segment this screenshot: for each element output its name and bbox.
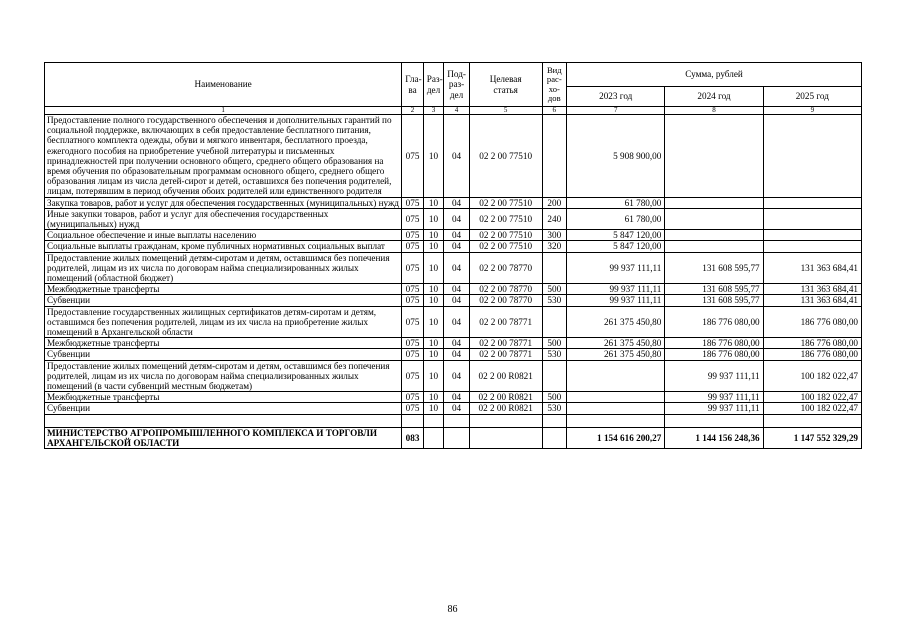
row-sum-2024 bbox=[665, 230, 763, 241]
row-chapter: 075 bbox=[402, 252, 423, 284]
row-sum-2024: 99 937 111,11 bbox=[665, 403, 763, 414]
row-target-article: 02 2 00 77510 bbox=[469, 241, 542, 252]
row-target-article: 02 2 00 78771 bbox=[469, 306, 542, 338]
row-target-article: 02 2 00 78770 bbox=[469, 295, 542, 306]
row-sum-2024: 99 937 111,11 bbox=[665, 360, 763, 392]
table-row bbox=[45, 338, 862, 349]
row-name: Предоставление жилых помещений детям-сиротам и детям, оставшимся без попечения родителей, лицам из их числа по договорам найма специализированных жилых помещений (областной бюджет) bbox=[45, 252, 402, 284]
row-expense-type: 200 bbox=[542, 197, 567, 208]
row-sum-2023: 5 847 120,00 bbox=[567, 230, 665, 241]
total-chapter: 083 bbox=[402, 427, 423, 448]
total-empty-cell bbox=[469, 427, 542, 448]
row-chapter: 075 bbox=[402, 197, 423, 208]
header-target: Целевая статья bbox=[469, 63, 542, 107]
row-expense-type: 240 bbox=[542, 208, 567, 229]
table-row bbox=[45, 306, 862, 338]
row-sum-2025: 100 182 022,47 bbox=[763, 403, 861, 414]
budget-table bbox=[44, 62, 862, 449]
blank-cell bbox=[469, 414, 542, 427]
total-sum-2024: 1 144 156 248,36 bbox=[665, 427, 763, 448]
row-subsection: 04 bbox=[444, 252, 470, 284]
row-sum-2025: 131 363 684,41 bbox=[763, 284, 861, 295]
row-sum-2025: 131 363 684,41 bbox=[763, 252, 861, 284]
table-row bbox=[45, 349, 862, 360]
row-section: 10 bbox=[423, 115, 443, 198]
header-year-2023: 2023 год bbox=[567, 87, 665, 107]
blank-cell bbox=[423, 414, 443, 427]
row-section: 10 bbox=[423, 392, 443, 403]
row-subsection: 04 bbox=[444, 208, 470, 229]
row-section: 10 bbox=[423, 230, 443, 241]
row-chapter: 075 bbox=[402, 208, 423, 229]
column-number: 8 bbox=[665, 107, 763, 115]
row-sum-2023: 61 780,00 bbox=[567, 208, 665, 229]
row-expense-type bbox=[542, 252, 567, 284]
row-sum-2024: 131 608 595,77 bbox=[665, 295, 763, 306]
row-name: Межбюджетные трансферты bbox=[45, 284, 402, 295]
row-section: 10 bbox=[423, 284, 443, 295]
column-numbers-row bbox=[45, 107, 862, 115]
row-section: 10 bbox=[423, 403, 443, 414]
row-name: Иные закупки товаров, работ и услуг для обеспечения государственных (муниципальных) нужд bbox=[45, 208, 402, 229]
table-row bbox=[45, 392, 862, 403]
row-target-article: 02 2 00 R0821 bbox=[469, 360, 542, 392]
table-row bbox=[45, 230, 862, 241]
row-section: 10 bbox=[423, 252, 443, 284]
row-section: 10 bbox=[423, 197, 443, 208]
row-name: Субвенции bbox=[45, 349, 402, 360]
row-target-article: 02 2 00 77510 bbox=[469, 230, 542, 241]
row-target-article: 02 2 00 78770 bbox=[469, 284, 542, 295]
row-name: Социальные выплаты гражданам, кроме публичных нормативных социальных выплат bbox=[45, 241, 402, 252]
header-name: Наименование bbox=[45, 63, 402, 107]
row-expense-type: 300 bbox=[542, 230, 567, 241]
row-section: 10 bbox=[423, 295, 443, 306]
row-name: Закупка товаров, работ и услуг для обеспечения государственных (муниципальных) нужд bbox=[45, 197, 402, 208]
row-sum-2025 bbox=[763, 230, 861, 241]
row-sum-2023: 99 937 111,11 bbox=[567, 284, 665, 295]
row-chapter: 075 bbox=[402, 392, 423, 403]
blank-cell bbox=[444, 414, 470, 427]
blank-cell bbox=[542, 414, 567, 427]
row-sum-2025: 131 363 684,41 bbox=[763, 295, 861, 306]
row-sum-2025: 100 182 022,47 bbox=[763, 392, 861, 403]
total-empty-cell bbox=[423, 427, 443, 448]
row-sum-2023 bbox=[567, 360, 665, 392]
row-expense-type: 500 bbox=[542, 284, 567, 295]
row-sum-2023: 261 375 450,80 bbox=[567, 306, 665, 338]
row-expense-type bbox=[542, 360, 567, 392]
row-expense-type: 500 bbox=[542, 392, 567, 403]
table-row bbox=[45, 403, 862, 414]
row-subsection: 04 bbox=[444, 115, 470, 198]
row-expense-type: 530 bbox=[542, 295, 567, 306]
table-row bbox=[45, 284, 862, 295]
row-sum-2025: 186 776 080,00 bbox=[763, 349, 861, 360]
table-row bbox=[45, 208, 862, 229]
header-year-2024: 2024 год bbox=[665, 87, 763, 107]
row-sum-2024: 186 776 080,00 bbox=[665, 349, 763, 360]
row-sum-2025 bbox=[763, 208, 861, 229]
row-name: Субвенции bbox=[45, 403, 402, 414]
row-subsection: 04 bbox=[444, 306, 470, 338]
row-sum-2024: 186 776 080,00 bbox=[665, 306, 763, 338]
row-chapter: 075 bbox=[402, 306, 423, 338]
blank-cell bbox=[567, 414, 665, 427]
table-row bbox=[45, 115, 862, 198]
row-target-article: 02 2 00 R0821 bbox=[469, 403, 542, 414]
table-body bbox=[45, 63, 862, 449]
row-target-article: 02 2 00 78771 bbox=[469, 338, 542, 349]
row-subsection: 04 bbox=[444, 284, 470, 295]
header-year-2025: 2025 год bbox=[763, 87, 861, 107]
table-row bbox=[45, 252, 862, 284]
row-sum-2024 bbox=[665, 197, 763, 208]
total-row bbox=[45, 427, 862, 448]
row-expense-type: 320 bbox=[542, 241, 567, 252]
row-target-article: 02 2 00 78771 bbox=[469, 349, 542, 360]
column-number: 5 bbox=[469, 107, 542, 115]
column-number: 3 bbox=[423, 107, 443, 115]
row-section: 10 bbox=[423, 349, 443, 360]
page-number: 86 bbox=[447, 604, 458, 615]
header-section: Раз- дел bbox=[423, 63, 443, 107]
row-section: 10 bbox=[423, 241, 443, 252]
row-name: Предоставление полного государственного обеспечения и дополнительных гарантий по социальной поддержке, включающих в себя предоставление бесплатного питания, бесплатного комплекта одежды, обуви и мягкого инвентаря, бесплатного проезда, ежегодного пособия на приобретение учебной литературы и письменных принадлежностей при получении основного общего, среднего общего образования на время обучения по образовательным программам основного общего, среднего общего образования лицам из числа детей-сирот и детей, оставшихся без попечения родителей, лицам, потерявшим в период обучения обоих родителей или единственного родителя bbox=[45, 115, 402, 198]
column-number: 7 bbox=[567, 107, 665, 115]
column-number: 1 bbox=[45, 107, 402, 115]
row-subsection: 04 bbox=[444, 295, 470, 306]
row-sum-2023: 5 847 120,00 bbox=[567, 241, 665, 252]
row-section: 10 bbox=[423, 306, 443, 338]
column-number: 2 bbox=[402, 107, 423, 115]
row-expense-type: 530 bbox=[542, 349, 567, 360]
row-sum-2024 bbox=[665, 115, 763, 198]
blank-cell bbox=[45, 414, 402, 427]
header-subsection: Под- раз- дел bbox=[444, 63, 470, 107]
total-sum-2025: 1 147 552 329,29 bbox=[763, 427, 861, 448]
row-name: Предоставление жилых помещений детям-сиротам и детям, оставшимся без попечения родителей, лицам из их числа по договорам найма специализированных жилых помещений (в части субвенций местным бюджетам) bbox=[45, 360, 402, 392]
row-sum-2024: 131 608 595,77 bbox=[665, 252, 763, 284]
row-sum-2025 bbox=[763, 197, 861, 208]
row-subsection: 04 bbox=[444, 392, 470, 403]
row-sum-2025: 100 182 022,47 bbox=[763, 360, 861, 392]
row-subsection: 04 bbox=[444, 349, 470, 360]
blank-cell bbox=[402, 414, 423, 427]
row-sum-2024: 186 776 080,00 bbox=[665, 338, 763, 349]
blank-row bbox=[45, 414, 862, 427]
column-number: 6 bbox=[542, 107, 567, 115]
row-chapter: 075 bbox=[402, 338, 423, 349]
row-sum-2024 bbox=[665, 241, 763, 252]
column-number: 9 bbox=[763, 107, 861, 115]
row-sum-2023: 261 375 450,80 bbox=[567, 349, 665, 360]
blank-cell bbox=[665, 414, 763, 427]
row-sum-2025: 186 776 080,00 bbox=[763, 306, 861, 338]
row-sum-2025: 186 776 080,00 bbox=[763, 338, 861, 349]
row-chapter: 075 bbox=[402, 403, 423, 414]
row-chapter: 075 bbox=[402, 241, 423, 252]
table-row bbox=[45, 360, 862, 392]
row-section: 10 bbox=[423, 338, 443, 349]
row-chapter: 075 bbox=[402, 284, 423, 295]
row-sum-2023: 99 937 111,11 bbox=[567, 252, 665, 284]
row-name: Субвенции bbox=[45, 295, 402, 306]
row-sum-2023: 5 908 900,00 bbox=[567, 115, 665, 198]
row-name: Социальное обеспечение и иные выплаты населению bbox=[45, 230, 402, 241]
total-name: МИНИСТЕРСТВО АГРОПРОМЫШЛЕННОГО КОМПЛЕКСА И ТОРГОВЛИ АРХАНГЕЛЬСКОЙ ОБЛАСТИ bbox=[45, 427, 402, 448]
header-expense-type: Вид рас- хо- дов bbox=[542, 63, 567, 107]
table-row bbox=[45, 241, 862, 252]
row-section: 10 bbox=[423, 208, 443, 229]
row-section: 10 bbox=[423, 360, 443, 392]
row-chapter: 075 bbox=[402, 360, 423, 392]
row-sum-2023 bbox=[567, 392, 665, 403]
row-target-article: 02 2 00 77510 bbox=[469, 208, 542, 229]
row-subsection: 04 bbox=[444, 360, 470, 392]
row-expense-type: 530 bbox=[542, 403, 567, 414]
row-subsection: 04 bbox=[444, 241, 470, 252]
row-sum-2023: 99 937 111,11 bbox=[567, 295, 665, 306]
budget-table-sheet bbox=[44, 62, 862, 449]
row-sum-2024: 131 608 595,77 bbox=[665, 284, 763, 295]
row-name: Предоставление государственных жилищных сертификатов детям-сиротам и детям, оставшимся без попечения родителей, лицам из их числа на приобретение жилых помещений в Архангельской области bbox=[45, 306, 402, 338]
row-sum-2024: 99 937 111,11 bbox=[665, 392, 763, 403]
row-chapter: 075 bbox=[402, 230, 423, 241]
row-chapter: 075 bbox=[402, 115, 423, 198]
row-name: Межбюджетные трансферты bbox=[45, 392, 402, 403]
row-sum-2023 bbox=[567, 403, 665, 414]
row-expense-type bbox=[542, 115, 567, 198]
total-empty-cell bbox=[444, 427, 470, 448]
row-subsection: 04 bbox=[444, 338, 470, 349]
row-subsection: 04 bbox=[444, 197, 470, 208]
row-sum-2023: 261 375 450,80 bbox=[567, 338, 665, 349]
header-row-top bbox=[45, 63, 862, 87]
row-expense-type: 500 bbox=[542, 338, 567, 349]
table-row bbox=[45, 295, 862, 306]
row-expense-type bbox=[542, 306, 567, 338]
row-chapter: 075 bbox=[402, 349, 423, 360]
row-sum-2025 bbox=[763, 241, 861, 252]
row-target-article: 02 2 00 78770 bbox=[469, 252, 542, 284]
row-sum-2024 bbox=[665, 208, 763, 229]
row-target-article: 02 2 00 R0821 bbox=[469, 392, 542, 403]
total-empty-cell bbox=[542, 427, 567, 448]
header-sum: Сумма, рублей bbox=[567, 63, 862, 87]
column-number: 4 bbox=[444, 107, 470, 115]
table-row bbox=[45, 197, 862, 208]
row-target-article: 02 2 00 77510 bbox=[469, 197, 542, 208]
row-sum-2023: 61 780,00 bbox=[567, 197, 665, 208]
total-sum-2023: 1 154 616 200,27 bbox=[567, 427, 665, 448]
row-subsection: 04 bbox=[444, 230, 470, 241]
row-target-article: 02 2 00 77510 bbox=[469, 115, 542, 198]
row-chapter: 075 bbox=[402, 295, 423, 306]
row-sum-2025 bbox=[763, 115, 861, 198]
row-subsection: 04 bbox=[444, 403, 470, 414]
header-chapter: Гла- ва bbox=[402, 63, 423, 107]
row-name: Межбюджетные трансферты bbox=[45, 338, 402, 349]
blank-cell bbox=[763, 414, 861, 427]
